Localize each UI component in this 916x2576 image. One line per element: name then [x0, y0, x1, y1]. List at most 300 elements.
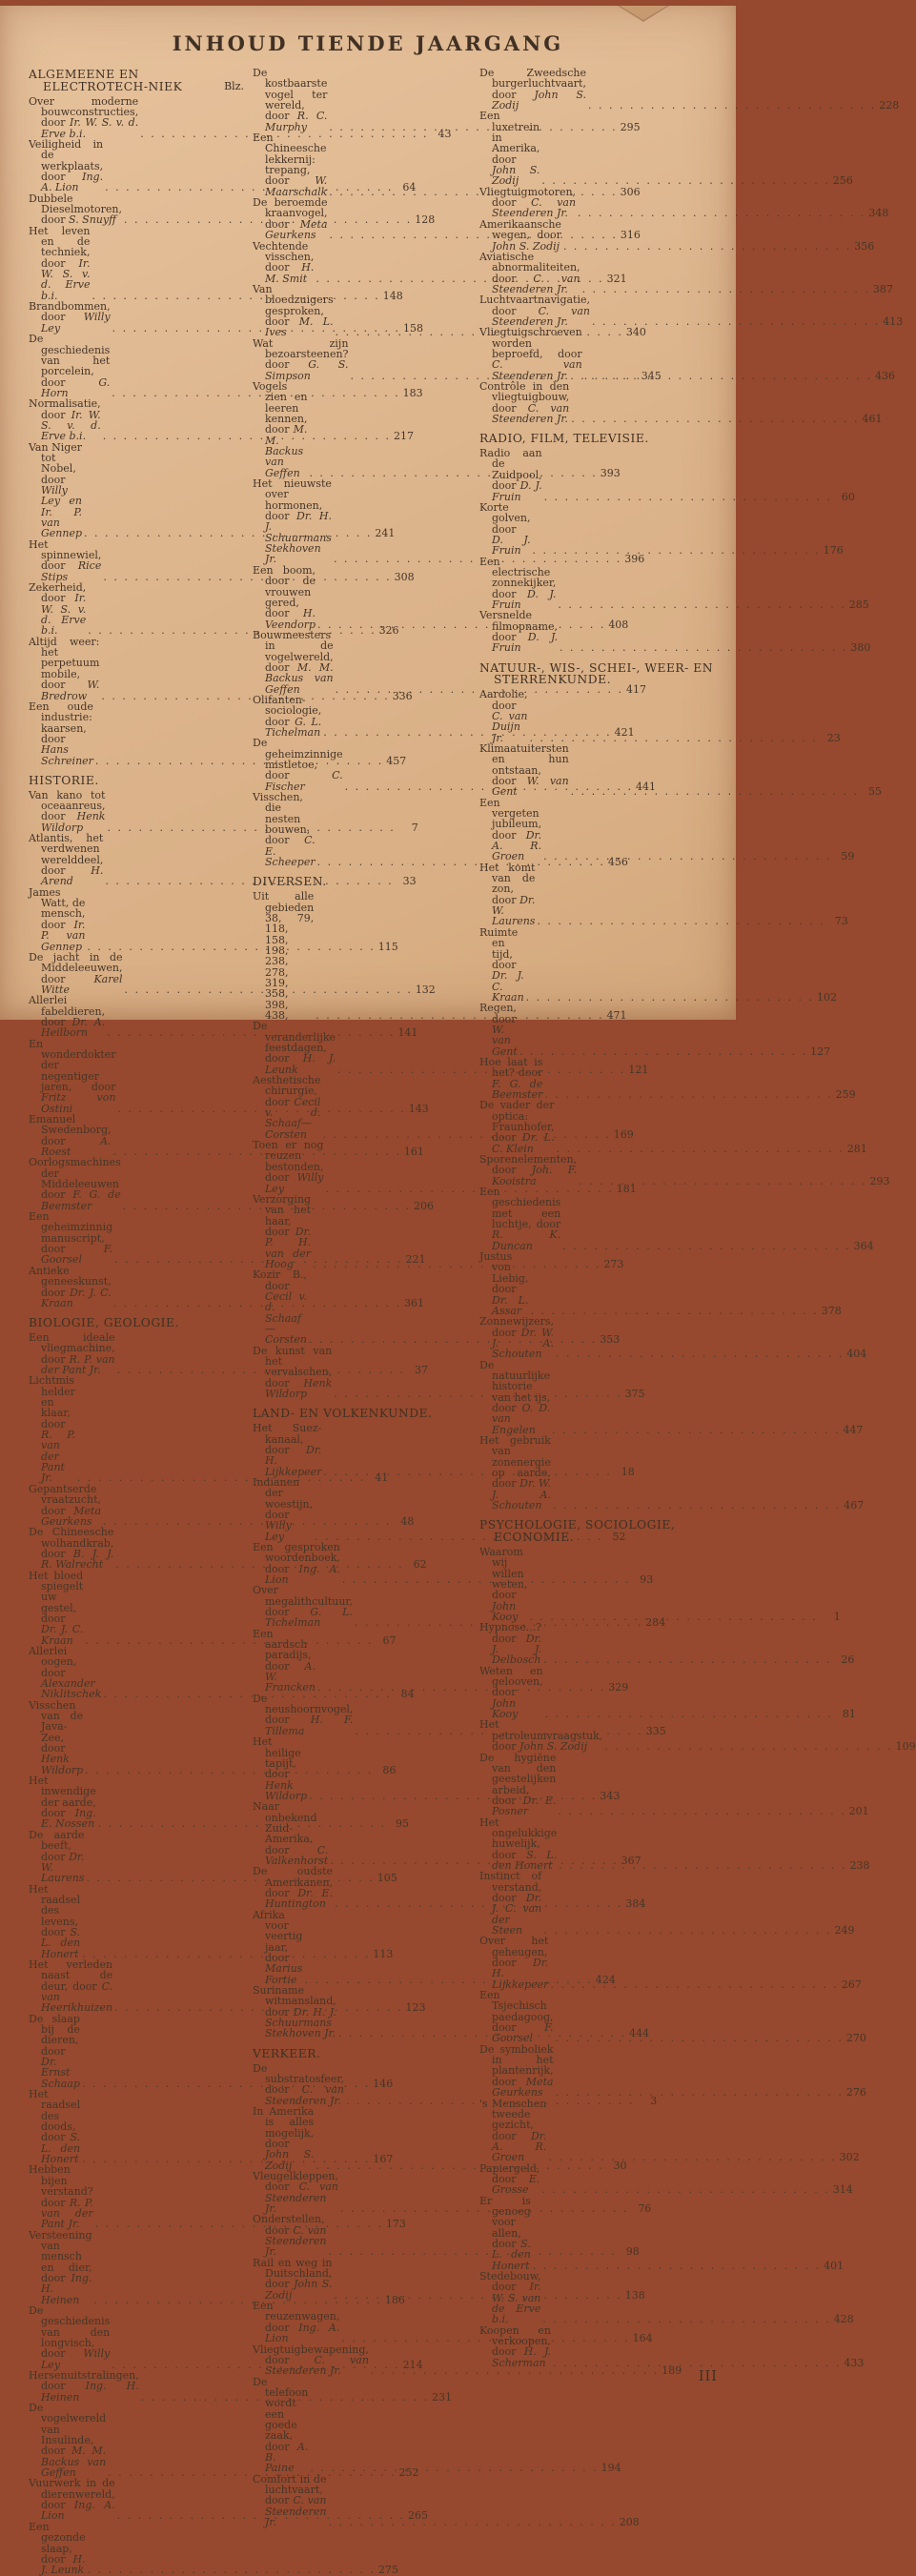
section-header: [29, 1317, 244, 1329]
entry-page-number: 433: [844, 2356, 865, 2369]
dot-leader: [529, 733, 817, 743]
entry-title: Korte golven, door D. J. Fruin: [479, 500, 531, 558]
entry-page-number: 109: [895, 1740, 916, 1754]
entry-author: John S. Zodij: [519, 1740, 588, 1754]
entry-author: H. J. Leunk: [41, 2552, 86, 2576]
entry-author: W. van Gent: [492, 775, 569, 799]
entry-page-number: 105: [377, 1872, 397, 1885]
entry-page-number: 64: [402, 181, 417, 194]
entry-title: Vliegtuigbewapening, door C. van Steenderen Jr.: [253, 2343, 369, 2378]
entry-page-number: 387: [872, 282, 893, 295]
entry-title: James Watt, de mensch, door Ir. P. van Gennep: [29, 885, 86, 953]
toc-entry: [479, 326, 895, 382]
entry-title: In Amerika is alles mogelijk, door John S. Zodij: [253, 2104, 315, 2172]
entry-author: C. van Steenderen Jr.: [265, 2353, 369, 2378]
entry-author: D. J. Fruin: [492, 533, 531, 558]
entry-page-number: 228: [879, 99, 900, 112]
entry-author: Dr. J. C. Kraan: [492, 969, 524, 1004]
dot-leader: [529, 1612, 817, 1622]
entry-page-number: 335: [645, 1724, 666, 1737]
entry-page-number: 393: [600, 466, 621, 479]
entry-page-number: 93: [640, 1573, 654, 1586]
entry-title: De jacht in de Middeleeuwen, door Karel Witte: [29, 950, 123, 996]
entry-title: Zekerheid, door Ir. W. S. v. d. Erve b.i.: [29, 581, 87, 638]
entry-page-number: 169: [613, 1127, 634, 1141]
entry-author: C. van Heerikhuizen: [41, 1979, 113, 2015]
entry-author: F. Goorsel: [41, 1243, 113, 1267]
toc-entry: [479, 1433, 865, 1512]
entry-page-number: 194: [600, 2462, 621, 2475]
entry-page-number: 123: [405, 2001, 426, 2015]
entry-page-number: 76: [638, 2202, 652, 2216]
entry-page-number: 316: [620, 229, 641, 242]
entry-author: F. Goorsel: [492, 2021, 554, 2045]
section-header-label: PSYCHOLOGIE, SOCIOLOGIE, ECONOMIE.: [479, 1518, 676, 1545]
entry-author: Ing. H. Heinen: [41, 2271, 92, 2306]
entry-author: Hans Schreiner: [41, 743, 93, 767]
entry-title: Van kano tot oceaanreus, door Henk Wildorp: [29, 788, 106, 834]
entry-page-number: 380: [850, 641, 871, 655]
toc-entry: [479, 294, 904, 328]
entry-title: Hebben bijen verstand? door R. P. van der Pant Jr.: [29, 2163, 93, 2231]
entry-author: Willy Ley: [41, 2347, 111, 2371]
entry-page-number: 314: [832, 2183, 853, 2197]
entry-author: F. G. de Beemster: [492, 1077, 543, 1101]
entry-page-number: 148: [382, 289, 403, 302]
entry-page-number: 3: [650, 2094, 658, 2107]
entry-page-number: 361: [404, 1296, 425, 1309]
entry-title: Weten en gelooven, door John Kooy: [479, 1664, 543, 1721]
dot-leader: [553, 1500, 841, 1511]
entry-page-number: 321: [606, 272, 627, 285]
entry-author: Dr. J. C. Kraan: [41, 1623, 84, 1647]
section-header-label: NATUUR-, WIS-, SCHEI-, WEER- EN STERRENKUNDE.: [479, 660, 713, 687]
dot-leader: [584, 371, 872, 381]
entry-page-number: 189: [662, 2364, 682, 2378]
entry-author: Henk Wildorp: [265, 1778, 308, 1802]
entry-title: Atlantis, het verdwenen werelddeel, door H. Arend: [29, 832, 104, 888]
entry-page-number: 183: [402, 386, 423, 399]
entry-author: C. van Steenderen Jr.: [265, 2083, 344, 2107]
entry-author: Dr. A. R. Groen: [492, 2129, 547, 2164]
toc-entry: [253, 2375, 621, 2475]
entry-title: Het heilige tapijt, door Henk Wildorp: [253, 1735, 308, 1802]
entry-page-number: 241: [375, 527, 396, 540]
toc-entry: [479, 447, 855, 503]
dot-leader: [543, 851, 831, 862]
entry-author: Willy Ley: [41, 311, 111, 335]
entry-author: H. Arend: [41, 864, 104, 888]
entry-title: Het leven en de techniek, door Ir. W. S. v. d. Erve b.i.: [29, 224, 91, 302]
entry-title: De symboliek in het plantenrijk, door Meta Geurkens: [479, 2042, 554, 2099]
entry-title: Lichtmis helder en klaar, door R. P. van der Pant Jr.: [29, 1374, 75, 1485]
entry-page-number: 456: [607, 856, 628, 869]
entry-title: Regen, door W. van Gent: [479, 1002, 518, 1058]
entry-author: John S. Zodij: [265, 2148, 315, 2172]
entry-author: Willy Ley en Ir. P. van Gennep: [41, 483, 83, 540]
entry-author: John S. Zodij: [265, 2278, 333, 2302]
entry-page-number: 408: [608, 618, 629, 631]
entry-page-number: 73: [834, 915, 848, 928]
entry-page-number: 326: [378, 624, 399, 638]
entry-author: Dr. L. Assar: [492, 1293, 529, 1317]
entry-page-number: 98: [625, 2245, 640, 2259]
page-column-label: Blz.: [224, 79, 244, 92]
entry-page-number: 1: [833, 1611, 841, 1624]
entry-title: Het bloed spiegelt uw gestel, door Dr. J. C. Kraan: [29, 1569, 84, 1647]
entry-title: Zonnewijzers, door Dr. W. J. A. Schouten: [479, 1315, 554, 1361]
entry-page-number: 48: [400, 1514, 415, 1528]
toc-entry: [479, 1664, 856, 1721]
toc-entry: [479, 1718, 916, 1754]
entry-title: Over het geheugen, door Dr. H. Lijkkepeer: [479, 1935, 549, 1991]
entry-page-number: 343: [600, 1789, 621, 1802]
entry-page-number: 471: [606, 1009, 627, 1023]
entry-title: Wat zijn bezoarsteenen? door G. S. Simpson: [253, 336, 349, 382]
entry-author: H. F. Tillema: [265, 1714, 354, 1737]
entry-page-number: 221: [405, 1253, 426, 1267]
entry-title: Het raadsel des levens, door S. L. den Honert: [29, 1882, 81, 1960]
toc-entry: [479, 2042, 866, 2099]
entry-title: Gepantserde vraatzucht, door Meta Geurkens: [29, 1482, 102, 1528]
dot-leader: [545, 1709, 833, 1719]
entry-title: Klimaatuitersten en hun ontstaan, door W. van Gent: [479, 741, 569, 799]
entry-title: Allerlei fabeldieren, door Dr. A. Heilborn: [29, 994, 106, 1040]
entry-page-number: 457: [386, 754, 407, 767]
entry-page-number: 275: [377, 2564, 398, 2576]
dot-leader: [562, 1241, 850, 1251]
entry-page-number: 447: [843, 1423, 864, 1436]
entry-title: Veiligheid in de werkplaats, door Ing. A. Lion: [29, 137, 104, 194]
entry-title: Olifanten-sociologie, door G. L. Tichelman: [253, 693, 322, 739]
entry-page-number: 259: [835, 1087, 856, 1101]
toc-entry: [479, 1002, 831, 1058]
entry-author: Dr. J. C. van der Steen: [492, 1891, 542, 1937]
toc-entry: [479, 861, 848, 928]
entry-author: Dr. P. H. van der Hoog: [265, 1225, 312, 1270]
entry-author: S. L. den Honert: [41, 1925, 81, 1960]
entry-title: De veranderlijke feestdagen, door H. J. Leunk: [253, 1020, 336, 1076]
toc-entry: [29, 950, 436, 996]
entry-title: De aarde beeft, door Dr. W. Laurens: [29, 1828, 85, 1885]
entry-title: De Chineesche wolhandkrab, door B. J. J. R. Walrecht: [29, 1526, 114, 1572]
entry-title: Een electrische zonnekijker, door D. J. Fruin: [479, 555, 557, 611]
entry-title: Vogels zien en leeren kennen, door M. M. Backus van Geffen: [253, 379, 308, 479]
entry-page-number: 441: [635, 780, 656, 793]
entry-title: Naar onbekend Zuid-Amerika, door C. Valkenhorst: [253, 1800, 329, 1867]
entry-title: Het inwendige der aarde, door Ing. E. Nossen: [29, 1775, 96, 1831]
entry-title: Afrika voor veertig jaar, door Marius Fortie: [253, 1908, 303, 1986]
section-header: [479, 433, 719, 445]
entry-title: Het gebruik van zonenergie op aarde, door Dr. W. J. A. Schouten: [479, 1433, 551, 1512]
entry-author: Ing. E. Nossen: [41, 1807, 96, 1831]
dot-leader: [592, 316, 880, 327]
entry-title: Ruimte en tijd, door Dr. J. C. Kraan: [479, 925, 524, 1004]
entry-title: Aesthetische chirurgie, door Cecil v. d. Schaaf—Corsten: [253, 1074, 321, 1141]
entry-title: De neushoornvogel, door H. F. Tillema: [253, 1692, 354, 1737]
entry-page-number: 52: [612, 1530, 626, 1543]
entry-title: De hygiëne van den geestelijken arbeid, door Dr. E. Posner: [479, 1751, 557, 1818]
entry-author: R. C. Murphy: [265, 110, 328, 133]
entry-page-number: 353: [600, 1333, 621, 1347]
entry-page-number: 417: [625, 682, 646, 696]
dot-leader: [553, 2358, 841, 2368]
entry-page-number: 41: [375, 1471, 389, 1485]
entry-page-number: 158: [402, 321, 423, 335]
entry-author: H. J. Leunk: [265, 1052, 336, 1076]
dot-leader: [556, 1144, 844, 1154]
entry-title: Koopen en verkoopen, door H. J. Scherman: [479, 2323, 552, 2369]
dot-leader: [571, 786, 859, 797]
section-header-label: DIVERSEN.: [253, 875, 327, 889]
dot-leader: [578, 208, 865, 218]
entry-page-number: 37: [414, 1364, 428, 1377]
toc-entry: [479, 1870, 855, 1937]
entry-author: Willy Ley: [265, 1171, 324, 1195]
entry-author: C. Fischer: [265, 769, 343, 793]
entry-author: R. K. Duncan: [492, 1228, 561, 1252]
entry-title: Rail en weg in Duitschland, door John S. Zodij: [253, 2256, 333, 2302]
entry-page-number: 428: [833, 2313, 854, 2326]
entry-title: Bouwmeesters in de vogelwereld, door M. M. Backus van Geffen: [253, 628, 334, 696]
entry-page-number: 267: [841, 1978, 862, 1991]
entry-author: H. Veendorp: [265, 607, 316, 631]
entry-page-number: 396: [624, 553, 645, 566]
entry-author: C. E. Scheeper: [265, 834, 316, 869]
entry-title: Oorlogsmachines der Middeleeuwen door F. G. de Beemster: [29, 1156, 121, 1212]
toc-entry: [479, 688, 841, 744]
entry-author: Ing. A. Lion: [265, 2321, 340, 2345]
entry-author: Ir. W. S. v. d. Erve b.i.: [41, 592, 87, 638]
entry-page-number: 273: [603, 1257, 624, 1270]
dot-leader: [548, 2152, 836, 2162]
entry-author: Dr. W. J. A. Schouten: [492, 1477, 551, 1512]
entry-title: Een gesproken woordenboek, door Ing. A. Lion: [253, 1540, 340, 1586]
entry-author: D. J. Fruin: [492, 587, 557, 611]
entry-title: De slaap bij de dieren, door Dr. Ernst Schaap: [29, 2012, 80, 2090]
entry-author: Dr. J. J. Delbosch: [492, 1632, 542, 1667]
entry-page-number: 132: [415, 983, 436, 996]
entry-page-number: 295: [620, 120, 641, 133]
entry-author: Joh. F. Kooistra: [492, 1164, 578, 1187]
entry-page-number: 84: [400, 1688, 415, 1701]
entry-author: C. van Steenderen Jr.: [492, 272, 580, 295]
entry-title: Antieke geneeskunst, door Dr. J. C. Kraan: [29, 1264, 112, 1309]
entry-title: Van bloedzuigers gesproken, door M. L. Ives: [253, 282, 334, 339]
entry-page-number: 348: [868, 207, 889, 220]
entry-page-number: 18: [621, 1465, 635, 1478]
entry-page-number: 138: [624, 2288, 645, 2302]
entry-author: Ing. A. Lion: [41, 2499, 115, 2523]
entry-page-number: 33: [402, 875, 417, 888]
entry-title: Een geheimzinnig manuscript, door F. Goorsel: [29, 1210, 113, 1267]
entry-author: Dr. E. Huntington: [265, 1886, 334, 1911]
entry-page-number: 214: [402, 2358, 423, 2371]
entry-page-number: 181: [616, 1182, 637, 1195]
entry-title: Een Tsjechisch paedagoog, door F. Goorsel: [479, 1989, 554, 2045]
entry-title: Comfort in de luchtvaart, door C. van Steenderen Jr.: [253, 2472, 327, 2529]
entry-page-number: 128: [415, 213, 436, 227]
entry-title: Een oude industrie: kaarsen, door Hans Schreiner: [29, 700, 93, 767]
entry-title: Amerikaansche wegen, door John S. Zodij: [479, 217, 561, 253]
entry-page-number: 121: [628, 1063, 649, 1076]
dot-leader: [571, 414, 859, 424]
entry-author: Meta Geurkens: [265, 217, 328, 242]
entry-author: R. P. van der Pant Jr.: [41, 1352, 115, 1377]
entry-title: Versnelde filmopname, door D. J. Fruin: [479, 609, 559, 655]
entry-title: Verzorging van het haar, door Dr. P. H. van der Hoog: [253, 1192, 312, 1270]
dot-leader: [544, 492, 832, 502]
entry-title: Instinct of verstand, door Dr. J. C. van der Steen: [479, 1870, 542, 1937]
toc-entry: [479, 741, 882, 799]
entry-author: John S. Zodij: [492, 88, 586, 112]
dot-leader: [541, 175, 829, 186]
entry-author: Cecil v. d. Schaaf—Corsten: [265, 1289, 307, 1347]
entry-page-number: 284: [645, 1616, 666, 1630]
toc-columns: [0, 55, 916, 2576]
entry-page-number: 95: [396, 1817, 410, 1831]
dot-leader: [543, 1925, 831, 1936]
entry-title: Brandbommen, door Willy Ley: [29, 300, 111, 335]
entry-author: Dr. H. J. Schuurmans Stekhoven Jr.: [265, 510, 332, 566]
dot-leader: [526, 992, 814, 1003]
entry-page-number: 364: [853, 1239, 874, 1252]
entry-author: S. Snuyff: [69, 213, 116, 227]
section-header-label: VERKEER.: [253, 2046, 321, 2060]
entry-title: Het spinnewiel, door Rice Stips: [29, 538, 102, 583]
dot-leader: [544, 1089, 832, 1100]
entry-title: Indianen der woestijn, door Willy Ley: [253, 1475, 314, 1543]
entry-page-number: 424: [595, 1973, 616, 1986]
section-header: [253, 876, 471, 888]
entry-author: John Kooy: [492, 1696, 519, 1721]
section-header: [29, 69, 244, 93]
dot-leader: [530, 1306, 818, 1316]
entry-author: G. Horn: [41, 375, 111, 399]
entry-page-number: 113: [373, 1947, 394, 1960]
entry-title: Een luxetrein in Amerika, door John S. Zodij: [479, 110, 540, 188]
entry-author: John S. Zodij: [492, 239, 560, 253]
entry-author: Dr. H. Lijkkepeer: [492, 1957, 549, 1991]
entry-page-number: 378: [821, 1304, 842, 1317]
entry-title: Stedebouw, door Ir. W. S. van de Erve b.i.: [479, 2270, 541, 2326]
entry-author: W. van Gent: [492, 1023, 518, 1058]
entry-page-number: 115: [377, 940, 398, 953]
entry-page-number: 461: [862, 413, 883, 425]
toc-entry: [479, 67, 900, 112]
entry-author: E. Grosse: [492, 2172, 540, 2197]
entry-title: Luchtvaartnavigatie, door C. van Steenderen Jr.: [479, 294, 590, 328]
entry-page-number: 375: [624, 1388, 645, 1401]
entry-title: Aviatische abnormaliteiten, door C. van Steenderen Jr.: [479, 250, 580, 295]
dot-leader: [550, 1979, 838, 1990]
dot-leader: [519, 1046, 807, 1057]
entry-title: Normalisatie, door Ir. W. S. v. d. Erve b.i.: [29, 397, 101, 443]
entry-author: Dr. A. R. Groen: [492, 828, 542, 863]
entry-title: Uit alle gebieden 38, 79, 118, 158, 198, 238, 278, 319, 358, 398, 438,: [253, 890, 315, 1023]
entry-title: Waarom wij willen weten, door John Kooy: [479, 1545, 528, 1624]
entry-author: R. P. van der Pant Jr.: [41, 2196, 93, 2231]
entry-page-number: 176: [823, 544, 844, 558]
section-header: [479, 1519, 719, 1544]
section-header: [479, 662, 719, 687]
entry-title: Kozir B., door Cecil v. d. Schaaf—Corsten: [253, 1268, 307, 1347]
toc-entry: [479, 110, 853, 188]
toc-entry: [479, 1621, 855, 1667]
entry-page-number: 276: [845, 2086, 866, 2099]
entry-author: Cecil v. d. Schaaf—Corsten: [265, 1095, 321, 1141]
toc-entry: [479, 1153, 890, 1187]
entry-author: C. van Steenderen Jr.: [492, 196, 577, 220]
entry-page-number: 436: [875, 369, 895, 382]
section-header-label: LAND- EN VOLKENKUNDE.: [253, 1407, 433, 1421]
entry-author: S. L. den Honert: [492, 1848, 558, 1872]
entry-author: Ir. W. S. v. d. Erve b.i.: [41, 116, 139, 140]
toc-entry: [479, 1099, 867, 1155]
entry-page-number: 30: [613, 2159, 627, 2172]
toc-entry: [479, 185, 889, 220]
entry-title: Een ideale vliegmachine, door R. P. van der Pant Jr.: [29, 1331, 115, 1377]
entry-page-number: 421: [614, 725, 635, 739]
dot-leader: [532, 545, 820, 556]
entry-page-number: 173: [385, 2218, 406, 2231]
entry-title: Suriname witmansland, door Dr. H. J. Schuurmans Stekhoven Jr.: [253, 1984, 336, 2040]
toc-entry: [479, 2194, 845, 2272]
entry-page-number: 62: [413, 1558, 427, 1572]
entry-title: Een aardsch paradijs, door A. W. Francken: [253, 1627, 316, 1694]
entry-title: De vogelwereld van Insulinde, door M. M. Backus van Geffen: [29, 2402, 107, 2480]
entry-title: Justus von Liebig, door Dr. L. Assar: [479, 1250, 529, 1317]
entry-author: Willy Ley: [265, 1519, 292, 1543]
toc-entry: [479, 1751, 869, 1818]
entry-author: C. van Duijn Jr.: [492, 709, 528, 744]
entry-title: Altijd weer: het perpetuum mobile, door W. Bredrow: [29, 635, 100, 702]
entry-title: Toen er nog reuzen bestonden, door Willy Ley: [253, 1139, 324, 1195]
entry-author: M. M. Backus van Geffen: [265, 660, 334, 696]
entry-page-number: 26: [841, 1653, 855, 1667]
entry-title: Vuurwerk in de dierenwereld, door Ing. A. Lion: [29, 2477, 115, 2523]
entry-title: De kunst van het vervalschen, door Henk Wildorp: [253, 1344, 333, 1401]
entry-page-number: 252: [398, 2466, 419, 2480]
entry-page-number: 81: [842, 1708, 856, 1721]
toc-entry: [479, 250, 893, 295]
entry-page-number: 167: [373, 2153, 394, 2166]
entry-author: Dr. Ernst Schaap: [41, 2056, 80, 2090]
toc-entry: [479, 379, 883, 425]
toc-entry: [29, 2369, 453, 2404]
entry-author: C. van Steenderen Jr.: [492, 304, 590, 328]
entry-title: Van Niger tot Nobel, door Willy Ley en Ir. P. van Gennep: [29, 440, 83, 540]
entry-title: De geschiedenis van den longvisch, door Willy Ley: [29, 2303, 111, 2371]
toc-entry: [29, 397, 414, 443]
dot-leader: [556, 2033, 844, 2043]
entry-author: C. van Steenderen Jr.: [265, 2223, 327, 2259]
entry-page-number: 141: [397, 1026, 418, 1040]
entry-page-number: 206: [414, 1199, 435, 1212]
entry-author: John S. Zodij: [492, 164, 540, 188]
entry-title: Sporenelementen, door Joh. F. Kooistra: [479, 1153, 578, 1187]
entry-author: O. D. van Engelen: [492, 1401, 551, 1436]
section-header: [253, 2048, 471, 2060]
section-header-label: ALGEMEENE EN ELECTROTECH-NIEK: [29, 68, 183, 93]
entry-author: Meta Geurkens: [41, 1504, 102, 1528]
entry-author: D. J. Fruin: [492, 630, 559, 655]
entry-title: Het Suez-kanaal, door Dr. H. Lijkkepeer: [253, 1422, 322, 1478]
entry-title: Over moderne bouwconstructies, door Ir. W. S. v. d. Erve b.i.: [29, 94, 139, 140]
section-header-label: BIOLOGIE, GEOLOGIE.: [29, 1316, 179, 1330]
toc-entry: [479, 1935, 862, 1991]
entry-page-number: 281: [846, 1142, 867, 1155]
